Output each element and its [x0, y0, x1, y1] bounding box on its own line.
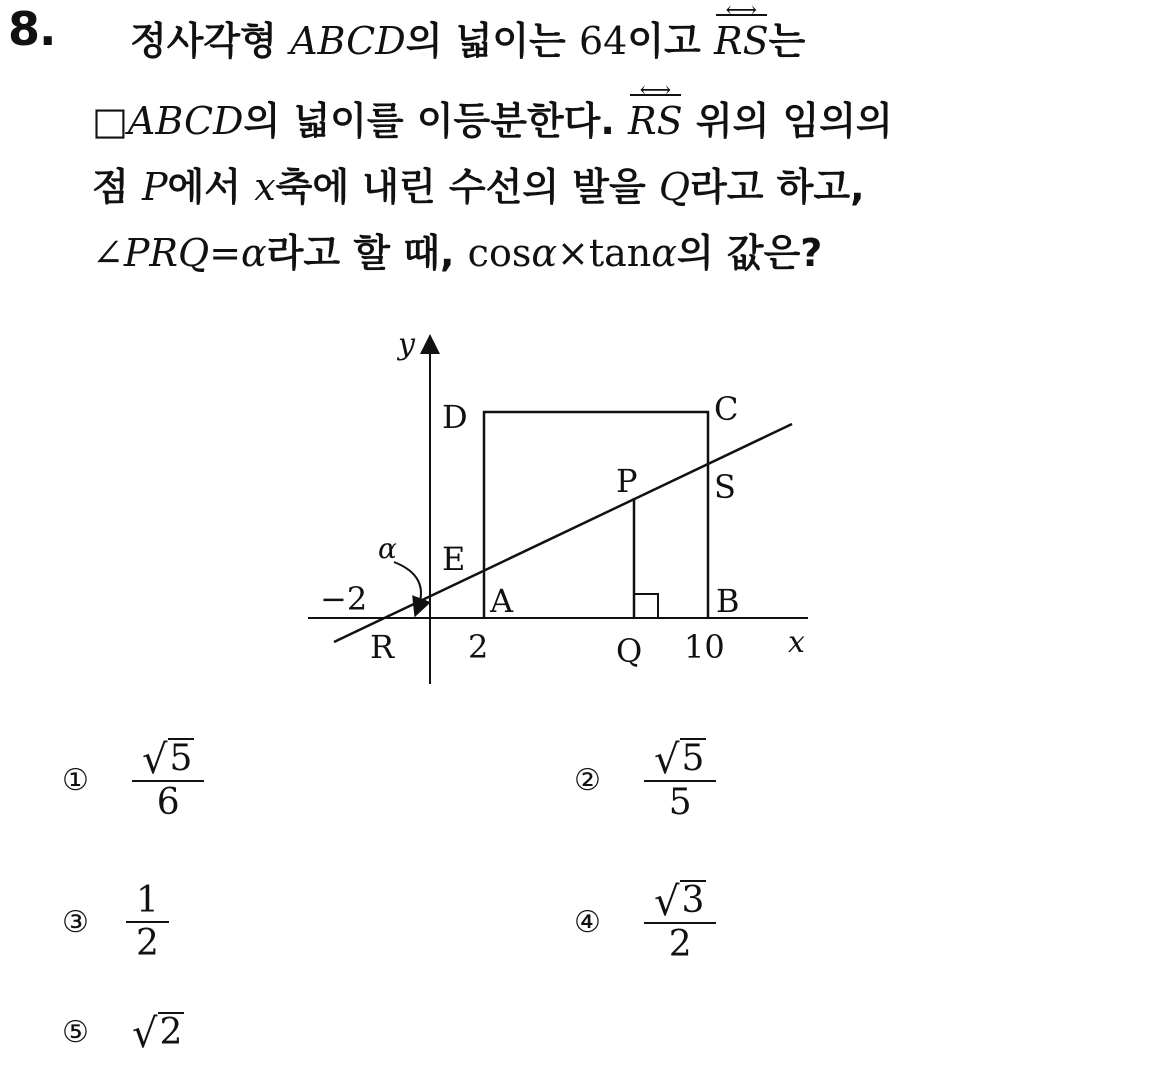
choice-number: ③	[62, 904, 89, 940]
choice-5[interactable]	[62, 1011, 184, 1057]
math-angle-name: PRQ	[123, 231, 210, 275]
label-alpha: α	[378, 532, 397, 565]
sqrt-icon: √	[654, 737, 680, 783]
sqrt-icon: √	[142, 737, 168, 783]
choice-number: ④	[574, 905, 601, 941]
angle-alpha-arc	[394, 562, 421, 608]
label-minus2: −2	[320, 580, 368, 618]
text: 위의 임의의	[682, 99, 893, 143]
label-d: D	[442, 398, 468, 436]
text: 라고 하고,	[690, 165, 865, 209]
choice-3[interactable]	[62, 880, 169, 965]
square-symbol: □	[92, 99, 128, 143]
text: 에서	[167, 165, 255, 209]
question-line-4	[92, 231, 823, 275]
text: 는	[768, 19, 806, 63]
square-abcd	[484, 412, 708, 618]
question-line-2	[92, 99, 893, 143]
radicand: 5	[681, 738, 705, 780]
math-point-q: Q	[658, 165, 691, 209]
math-square-name: ABCD	[290, 19, 406, 63]
label-s: S	[714, 468, 736, 506]
label-q: Q	[616, 632, 643, 670]
math-x: x	[254, 165, 276, 209]
choice-number: ②	[574, 763, 601, 799]
choice-4[interactable]	[574, 880, 716, 966]
label-y: y	[398, 327, 415, 362]
math-square-name: ABCD	[127, 99, 244, 143]
math-point-p: P	[141, 165, 168, 209]
coordinate-figure	[290, 318, 830, 698]
numerator: 1	[136, 880, 159, 921]
text: 라고 할 때,	[266, 231, 468, 275]
label-b: B	[716, 582, 740, 620]
radicand: 5	[169, 738, 193, 780]
text: 의 값은?	[676, 231, 823, 275]
question-line-3	[92, 165, 865, 209]
choice-number: ⑤	[62, 1014, 89, 1050]
radicand: 3	[681, 880, 705, 922]
right-angle-mark	[634, 594, 658, 618]
math-tan: tan	[588, 231, 652, 275]
denominator: 5	[668, 782, 692, 824]
label-e: E	[442, 540, 466, 578]
angle-symbol: ∠	[92, 231, 124, 275]
text: 정사각형	[130, 19, 291, 63]
math-alpha: α	[241, 231, 267, 275]
line-rs-symbol: RS ⟷	[628, 90, 683, 140]
denominator: 2	[668, 924, 692, 966]
label-c: C	[714, 390, 739, 428]
text: 의 넓이를 이등분한다.	[243, 99, 629, 143]
sqrt-icon: √	[654, 879, 680, 925]
line-rs-symbol: RS ⟷	[714, 10, 769, 60]
choice-1[interactable]	[62, 738, 204, 824]
fraction	[126, 880, 169, 965]
fraction	[644, 880, 716, 966]
math-alpha: α	[531, 231, 558, 275]
fraction	[644, 738, 716, 824]
math-alpha: α	[651, 231, 677, 275]
denominator: 2	[136, 923, 159, 965]
text: 의 넓이는	[405, 19, 579, 63]
label-a: A	[490, 582, 514, 620]
text: 점	[92, 165, 142, 209]
radicand: 2	[159, 1012, 183, 1054]
text: 이고	[627, 19, 714, 63]
question-line-1	[130, 19, 806, 63]
fraction	[132, 738, 204, 824]
label-2: 2	[468, 628, 489, 666]
label-10: 10	[684, 628, 725, 666]
denominator: 6	[156, 782, 180, 824]
choice-number: ①	[62, 763, 89, 799]
math-area-value: 64	[578, 19, 628, 63]
text: 축에 내린 수선의 발을	[275, 165, 659, 209]
math-cos: cos	[467, 231, 532, 275]
question-number: 8.	[8, 2, 56, 56]
label-p: P	[616, 462, 638, 500]
label-r: R	[370, 628, 395, 666]
choice-2[interactable]	[574, 738, 716, 824]
label-x: x	[788, 625, 805, 660]
sqrt-icon: √	[132, 1011, 158, 1057]
equals-sign: =	[209, 231, 242, 275]
times-sign: ×	[557, 231, 589, 275]
